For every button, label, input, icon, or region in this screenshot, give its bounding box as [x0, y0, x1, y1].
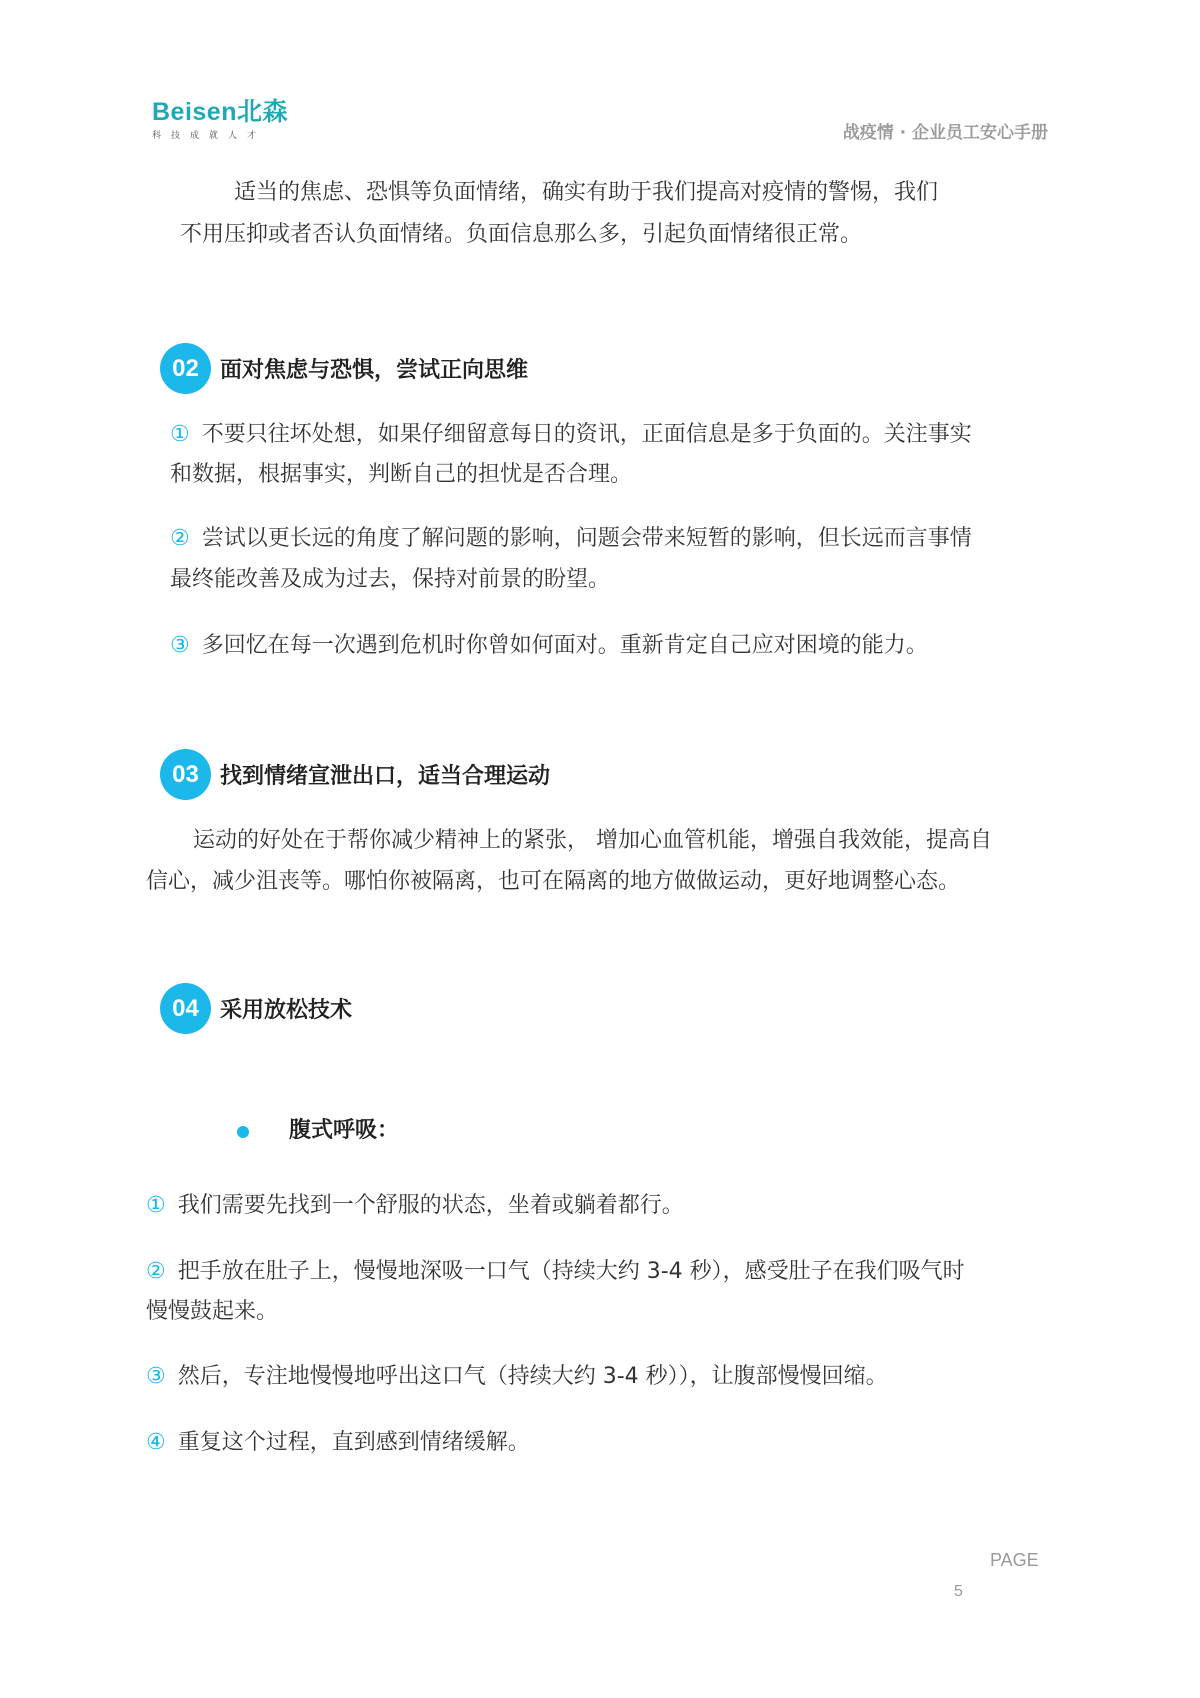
section-title: 面对焦虑与恐惧，尝试正向思维	[220, 358, 529, 383]
item-text: 多回忆在每一次遇到危机时你曾如何面对。重新肯定自己应对困境的能力。	[201, 633, 928, 658]
section-number-badge: 02	[160, 343, 211, 394]
section-title: 找到情绪宣泄出口，适当合理运动	[220, 764, 551, 789]
section-03-heading	[160, 749, 550, 800]
list-item-continuation: 最终能改善及成为过去，保持对前景的盼望。	[170, 567, 611, 592]
item-number: ③	[170, 633, 190, 658]
list-item-continuation: 慢慢鼓起来。	[146, 1299, 279, 1324]
bullet-heading: 腹式呼吸：	[289, 1118, 400, 1143]
list-item	[170, 518, 972, 559]
list-item-continuation: 和数据，根据事实，判断自己的担忧是否合理。	[170, 462, 633, 487]
bullet-dot-icon	[237, 1126, 249, 1138]
logo-tagline: 科技成就人才	[152, 131, 267, 141]
page-label: PAGE	[990, 1550, 1039, 1570]
item-number: ③	[146, 1364, 166, 1389]
list-item	[170, 414, 972, 455]
list-item	[170, 625, 928, 666]
logo	[152, 98, 288, 141]
list-item	[146, 1251, 965, 1292]
intro-line-2: 不用压抑或者否认负面情绪。负面信息那么多，引起负面情绪很正常。	[180, 222, 863, 247]
section-03-line-2: 信心，减少沮丧等。哪怕你被隔离，也可在隔离的地方做做运动，更好地调整心态。	[146, 869, 961, 894]
section-title: 采用放松技术	[220, 998, 353, 1023]
intro-line-1: 适当的焦虑、恐惧等负面情绪，确实有助于我们提高对疫情的警惕，我们	[234, 180, 939, 205]
item-text: 重复这个过程，直到感到情绪缓解。	[177, 1430, 530, 1455]
list-item	[146, 1185, 684, 1226]
list-item	[146, 1422, 530, 1463]
item-number: ④	[146, 1430, 166, 1455]
section-number-badge: 03	[160, 749, 211, 800]
item-text: 然后，专注地慢慢地呼出这口气（持续大约 3-4 秒）），让腹部慢慢回缩。	[177, 1364, 888, 1389]
section-number-badge: 04	[160, 983, 211, 1034]
list-item	[146, 1356, 888, 1397]
section-04-heading	[160, 983, 352, 1034]
section-02-heading	[160, 343, 528, 394]
item-text: 不要只往坏处想，如果仔细留意每日的资讯，正面信息是多于负面的。关注事实	[201, 422, 972, 447]
document-title: 战疫情 · 企业员工安心手册	[842, 123, 1048, 143]
item-text: 尝试以更长远的角度了解问题的影响，问题会带来短暂的影响，但长远而言事情	[201, 526, 972, 551]
item-number: ②	[146, 1259, 166, 1284]
item-number: ②	[170, 526, 190, 551]
page-number: 5	[954, 1583, 963, 1600]
section-03-line-1: 运动的好处在于帮你减少精神上的紧张， 增加心血管机能，增强自我效能，提高自	[193, 828, 992, 853]
logo-text: Beisen北森	[152, 98, 288, 126]
item-text: 我们需要先找到一个舒服的状态，坐着或躺着都行。	[177, 1193, 684, 1218]
item-number: ①	[170, 422, 190, 447]
item-number: ①	[146, 1193, 166, 1218]
item-text: 把手放在肚子上，慢慢地深吸一口气（持续大约 3-4 秒），感受肚子在我们吸气时	[177, 1259, 965, 1284]
